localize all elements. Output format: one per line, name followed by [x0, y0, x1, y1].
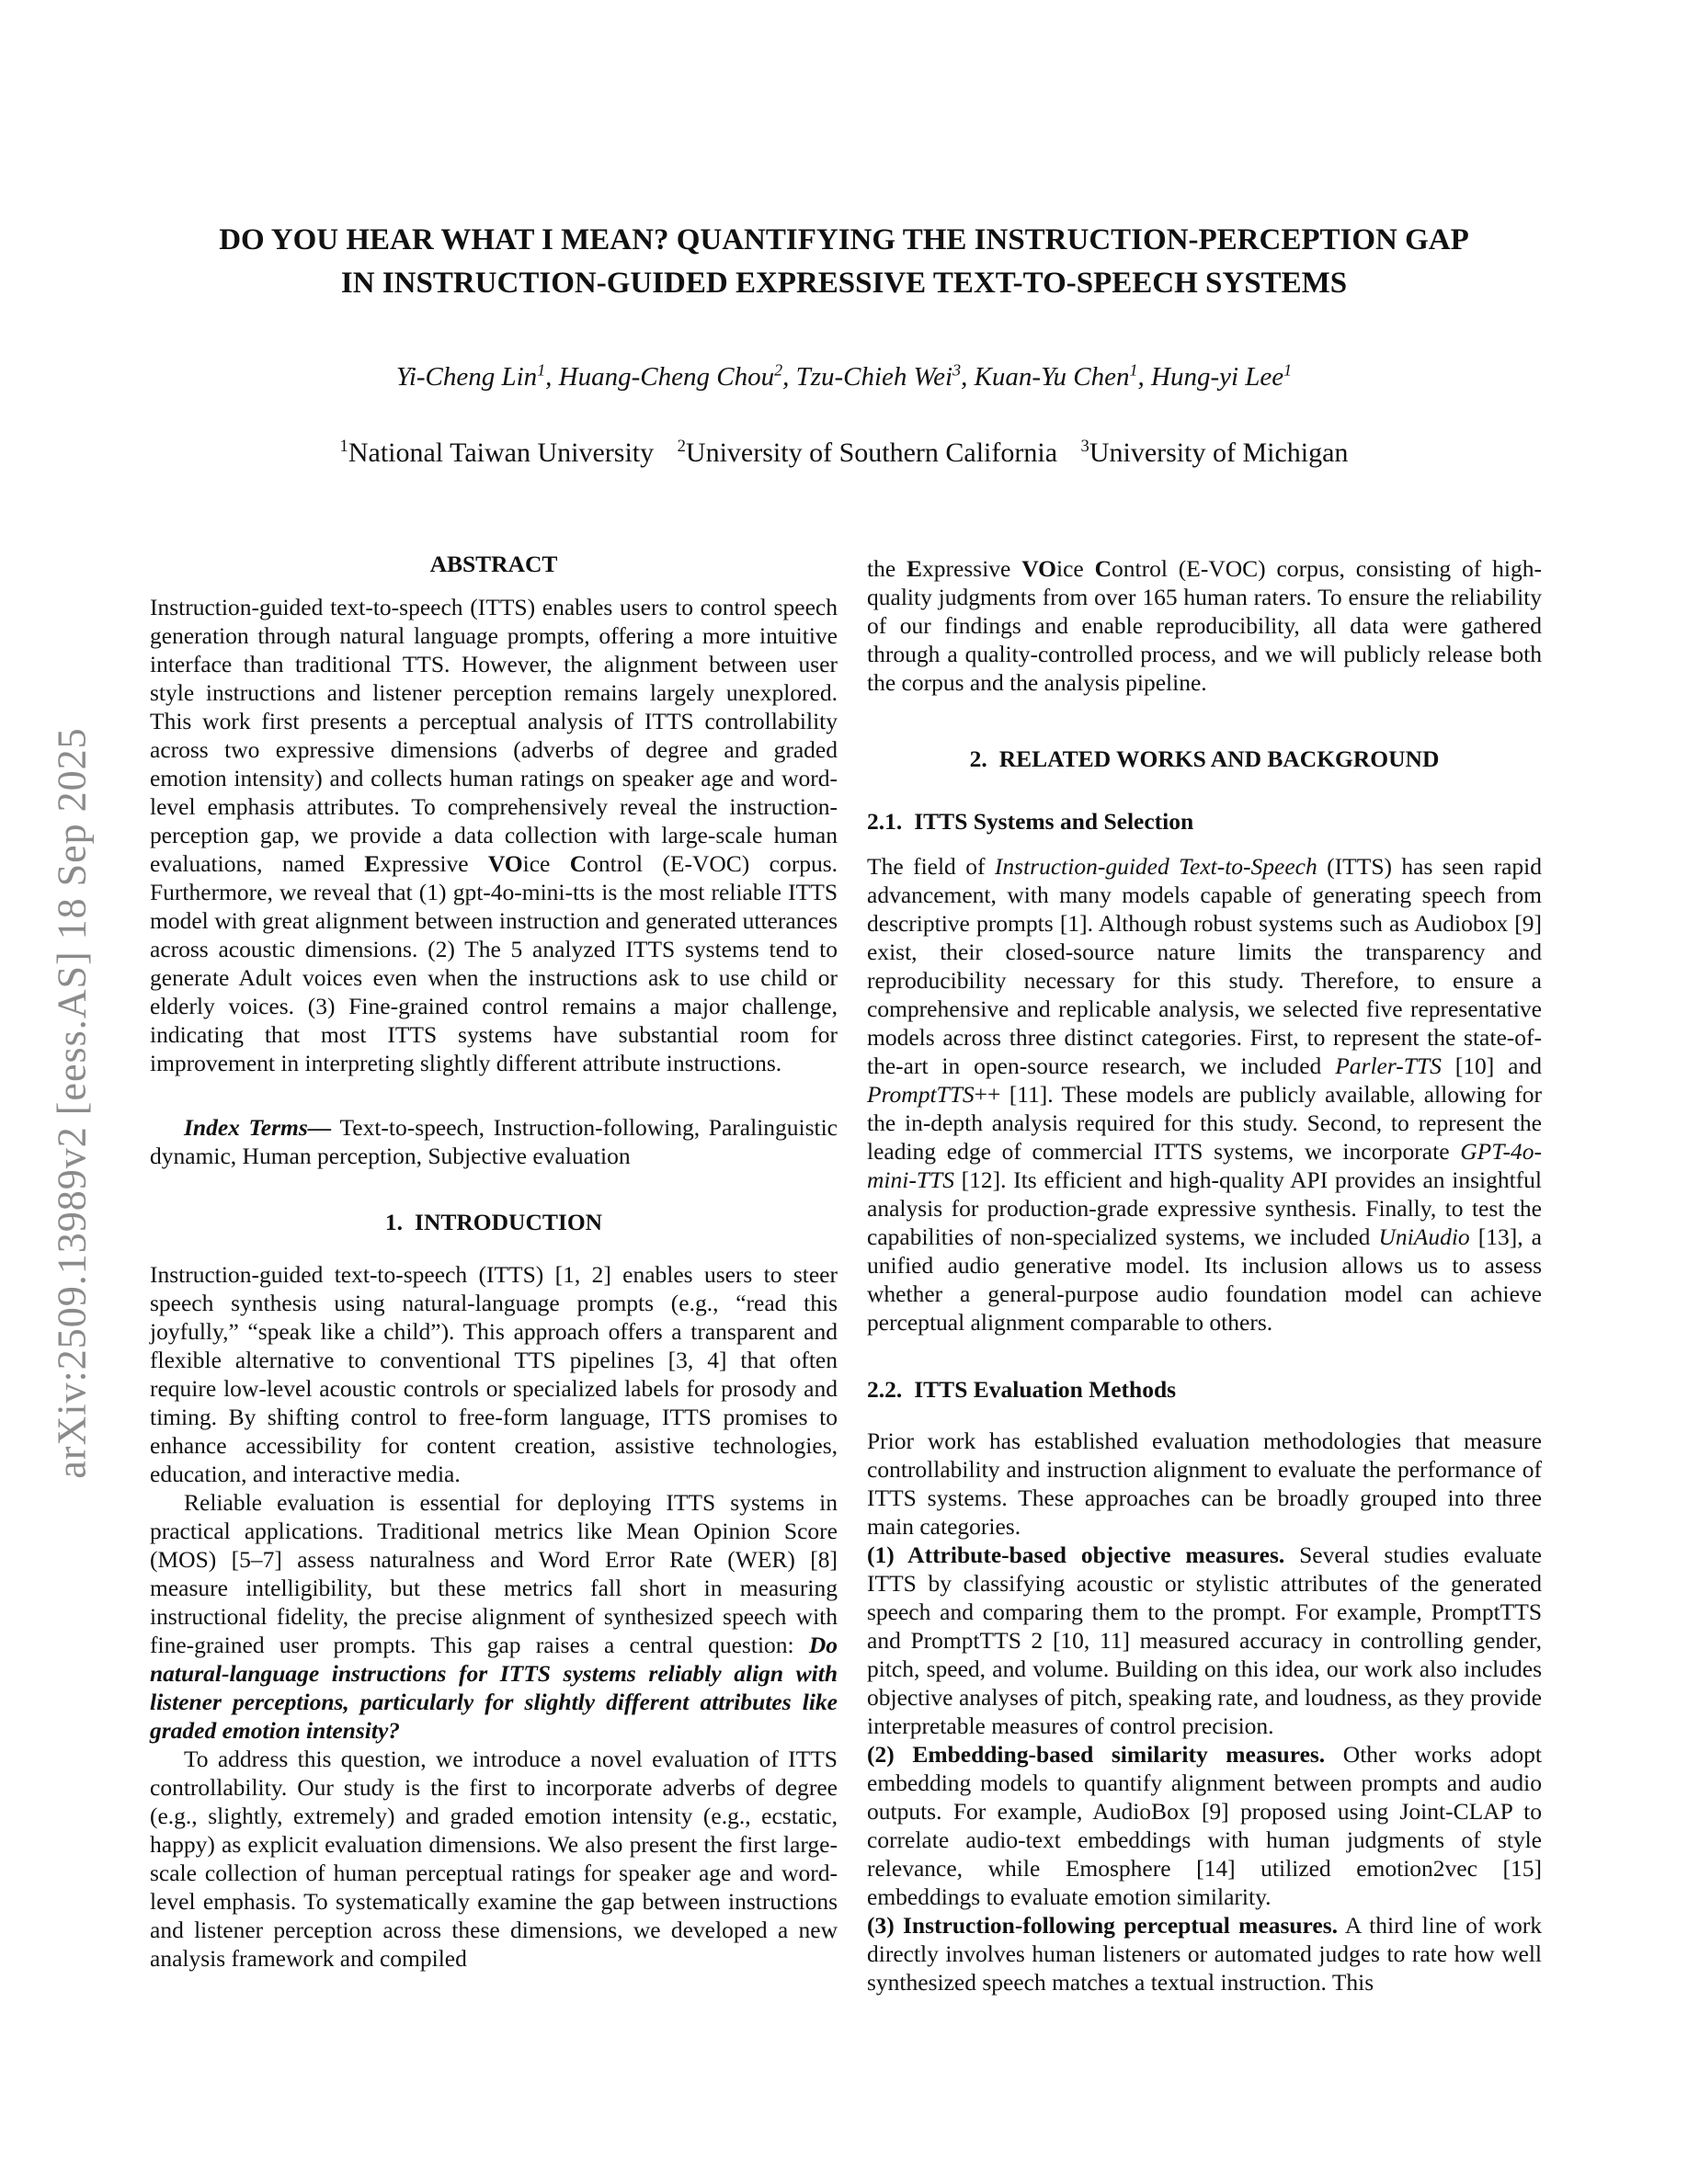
- section-2-1-heading: 2.1. ITTS Systems and Selection: [867, 808, 1194, 835]
- abstract-paragraph: Instruction-guided text-to-speech (ITTS) enables users to control speech generation through natural language prompts, offering a more intuitive interface than traditional TTS. However, the alignment between user style instructions and listener perception remains largely unexplored. This work first presents a perceptual analysis of ITTS controllability across two expressive dimensions (adverbs of degree and graded emotion intensity) and collects human ratings on speaker age and word-level emphasis attributes. To comprehensively reveal the instruction-perception gap, we provide a data collection with large-scale human evaluations, named Expressive VOice Control (E-VOC) corpus. Furthermore, we reveal that (1) gpt-4o-mini-tts is the most reliable ITTS model with great alignment between instruction and generated utterances across acoustic dimensions. (2) The 5 analyzed ITTS systems tend to generate Adult voices even when the instructions ask to use child or elderly voices. (3) Fine-grained control remains a major challenge, indicating that most ITTS systems have substantial room for improvement in interpreting slightly different attribute instructions.: [150, 594, 838, 1076]
- section-2-heading: 2. RELATED WORKS AND BACKGROUND: [969, 745, 1440, 772]
- author: , Tzu-Chieh Wei: [782, 362, 953, 392]
- author: , Hung-yi Lee: [1137, 362, 1284, 392]
- index-terms-label: Index Terms—: [184, 1114, 332, 1141]
- affil-mark: 1: [339, 437, 348, 456]
- author: , Huang-Cheng Chou: [545, 362, 775, 392]
- affiliation: University of Michigan: [1089, 438, 1349, 468]
- author-affil-mark: 1: [537, 360, 546, 380]
- arxiv-watermark: arXiv:2509.13989v2 [eess.AS] 18 Sep 2025: [49, 727, 95, 1479]
- affil-mark: 2: [677, 437, 686, 456]
- paper-title-line2: IN INSTRUCTION-GUIDED EXPRESSIVE TEXT-TO-SPEECH SYSTEMS: [340, 267, 1348, 300]
- paper-title: [0, 219, 1688, 305]
- intro-paragraph-2: Reliable evaluation is essential for deploying ITTS systems in practical applications. Traditional metrics like Mean Opinion Score (MOS) [5–7] assess naturalness and Word Error Rate (WER) [8] measure intelligibility, but these metrics fall short in measuring instructional fidelity, the precise alignment of synthesized speech with fine-grained user prompts. This gap raises a central question: Do natural-language instructions for ITTS systems reliably align with listener perceptions, particularly for slightly different attributes like graded emotion intensity?: [150, 1489, 838, 1744]
- affil-mark: 3: [1080, 437, 1089, 456]
- left-column: [150, 550, 838, 1973]
- authors-line: [0, 360, 1688, 393]
- author-affil-mark: 3: [952, 360, 962, 380]
- measure-item-1-label: (1) Attribute-based objective measures.: [867, 1541, 1285, 1568]
- section-2-2-paragraph: Prior work has established evaluation methodologies that measure controllability and instruction alignment to evaluate the performance of ITTS systems. These approaches can be broadly grouped into three main categories.: [867, 1428, 1542, 1540]
- measure-item-2: (2) Embedding-based similarity measures. Other works adopt embedding models to quantify alignment between prompts and audio outputs. For example, AudioBox [9] proposed using Joint-CLAP to correlate audio-text embeddings with human judgments of style relevance, while Emosphere [14] utilized emotion2vec [15] embeddings to evaluate emotion similarity.: [867, 1741, 1542, 1910]
- abstract-heading: ABSTRACT: [429, 551, 558, 577]
- author: , Kuan-Yu Chen: [961, 362, 1130, 392]
- index-terms: Index Terms— Text-to-speech, Instruction-following, Paralinguistic dynamic, Human perception, Subjective evaluation: [150, 1114, 838, 1169]
- right-column: [867, 554, 1542, 1996]
- measure-item-1: (1) Attribute-based objective measures. Several studies evaluate ITTS by classifying acoustic or stylistic attributes of the generated speech and comparing them to the prompt. For example, PromptTTS and PromptTTS 2 [10, 11] measured accuracy in controlling gender, pitch, speed, and volume. Building on this idea, our work also includes objective analyses of pitch, speaking rate, and loudness, as they provide interpretable measures of control precision.: [867, 1541, 1542, 1739]
- section-1-heading: 1. INTRODUCTION: [384, 1209, 603, 1235]
- central-question: Do natural-language instructions for ITTS systems reliably align with listener perceptions, particularly for slightly different attributes like graded emotion intensity?: [150, 1632, 838, 1744]
- section-2-1-paragraph: The field of Instruction-guided Text-to-Speech (ITTS) has seen rapid advancement, with many models capable of generating speech from descriptive prompts [1]. Although robust systems such as Audiobox [9] exist, their closed-source nature limits the transparency and reproducibility necessary for this study. Therefore, to ensure a comprehensive and replicable analysis, we selected five representative models across three distinct categories. First, to represent the state-of-the-art in open-source research, we included Parler-TTS [10] and PromptTTS++ [11]. These models are publicly available, allowing for the in-depth analysis required for this study. Second, to represent the leading edge of commercial ITTS systems, we incorporate GPT-4o-mini-TTS [12]. Its efficient and high-quality API provides an insightful analysis for production-grade expressive synthesis. Finally, to test the capabilities of non-specialized systems, we included UniAudio [13], a unified audio generative model. Its inclusion allows us to assess whether a general-purpose audio foundation model can achieve perceptual alignment comparable to others.: [867, 853, 1542, 1336]
- author: Yi-Cheng Lin: [395, 362, 538, 392]
- section-2-2-heading: 2.2. ITTS Evaluation Methods: [867, 1376, 1177, 1403]
- author-affil-mark: 2: [774, 360, 783, 380]
- affiliation: University of Southern California: [685, 438, 1065, 468]
- evoc-paragraph: the Expressive VOice Control (E-VOC) corpus, consisting of high-quality judgments from over 165 human raters. To ensure the reliability of our findings and enable reproducibility, all data were gathered through a quality-controlled process, and we will publicly release both the corpus and the analysis pipeline.: [867, 555, 1542, 696]
- author-affil-mark: 1: [1283, 360, 1293, 380]
- affiliations-line: [0, 436, 1688, 471]
- intro-paragraph-1: Instruction-guided text-to-speech (ITTS) [1, 2] enables users to steer speech synthesis using natural-language prompts (e.g., “read this joyfully,” “speak like a child”). This approach offers a transparent and flexible alternative to conventional TTS pipelines [3, 4] that often require low-level acoustic controls or specialized labels for prosody and timing. By shifting control to free-form language, ITTS promises to enhance accessibility for content creation, assistive technologies, education, and interactive media.: [150, 1261, 838, 1487]
- measure-item-3: (3) Instruction-following perceptual measures. A third line of work directly involves human listeners or automated judges to rate how well synthesized speech matches a textual instruction. This: [867, 1912, 1542, 1996]
- measure-item-3-label: (3) Instruction-following perceptual measures.: [867, 1912, 1339, 1939]
- intro-paragraph-3: To address this question, we introduce a novel evaluation of ITTS controllability. Our study is the first to incorporate adverbs of degree (e.g., slightly, extremely) and graded emotion intensity (e.g., ecstatic, happy) as explicit evaluation dimensions. We also present the first large-scale collection of human perceptual ratings for speaker age and word-level emphasis. To systematically examine the gap between instructions and listener perception across these dimensions, we developed a new analysis framework and compiled: [150, 1746, 838, 1972]
- measure-item-2-label: (2) Embedding-based similarity measures.: [867, 1741, 1326, 1768]
- paper-title-line1: DO YOU HEAR WHAT I MEAN? QUANTIFYING THE INSTRUCTION-PERCEPTION GAP: [219, 223, 1469, 256]
- author-affil-mark: 1: [1129, 360, 1138, 380]
- affiliation: National Taiwan University: [348, 438, 661, 468]
